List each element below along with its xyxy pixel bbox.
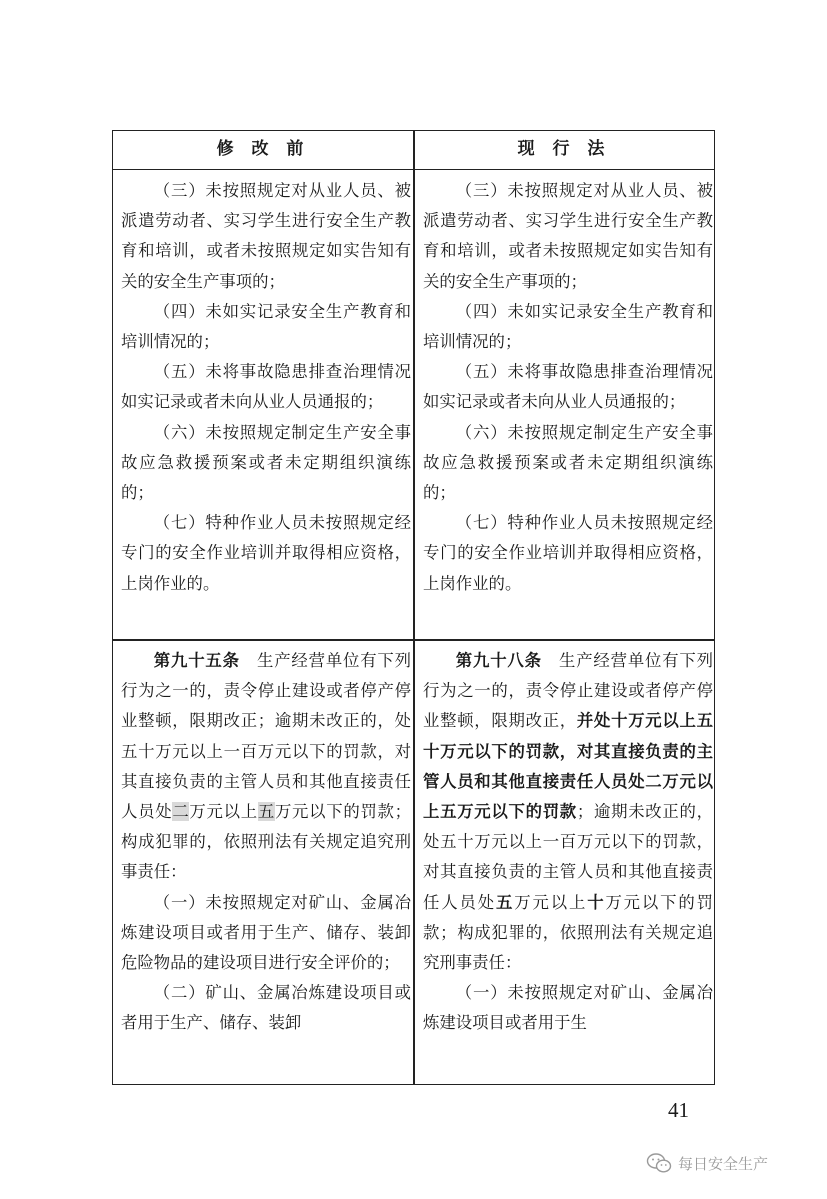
bold-amount: 十 <box>587 892 606 912</box>
page-number: 41 <box>668 1098 689 1122</box>
clause-6: （六）未按照规定制定生产安全事故应急救援预案或者未定期组织演练的； <box>121 422 411 503</box>
article-text: 生产经营单位有下列行为之一的，责令停止建设或者停产停业整顿，限期改正；逾期未改正的，处五十万元以上一百万元以下的罚款，对其直接负责的主管人员和其他直接责任人员处 <box>121 651 412 822</box>
highlighted-amount: 五 <box>257 802 275 822</box>
highlighted-amount: 二 <box>172 802 190 822</box>
column-divider <box>413 131 415 1084</box>
article-title: 第九十五条 <box>153 651 240 670</box>
row2-left-cell <box>121 646 411 1039</box>
bold-amount: 五 <box>495 892 515 912</box>
article-text: 万元以上 <box>189 802 258 822</box>
row2-right-cell <box>423 646 713 1039</box>
article-95-paragraph <box>121 646 411 888</box>
clause-1: （一）未按照规定对矿山、金属冶炼建设项目或者用于生 <box>423 983 713 1033</box>
clause-1: （一）未按照规定对矿山、金属冶炼建设项目或者用于生产、储存、装卸危险物品的建设项目进行安全评价的； <box>121 892 411 973</box>
row1-left-cell <box>121 176 411 599</box>
clause-3: （三）未按照规定对从业人员、被派遣劳动者、实习学生进行安全生产教育和培训，或者未按照规定如实告知有关的安全生产事项的； <box>121 181 411 291</box>
comparison-table <box>112 130 715 1085</box>
article-text: ；逾期未改正的，处五十万元以上一百万元以下的罚款，对其直接负责的主管人员和其他直接责任人员处 <box>423 802 714 912</box>
clause-5: （五）未将事故隐患排查治理情况如实记录或者未向从业人员通报的； <box>423 362 713 412</box>
row-divider <box>113 639 714 641</box>
wechat-icon <box>646 1152 672 1174</box>
clause-5: （五）未将事故隐患排查治理情况如实记录或者未向从业人员通报的； <box>121 362 411 412</box>
article-text: 万元以下的罚款；构成犯罪的，依照刑法有关规定追究刑事责任： <box>423 892 714 973</box>
clause-7: （七）特种作业人员未按照规定经专门的安全作业培训并取得相应资格，上岗作业的。 <box>121 513 411 593</box>
row1-right-cell <box>423 176 713 599</box>
clause-7: （七）特种作业人员未按照规定经专门的安全作业培训并取得相应资格，上岗作业的。 <box>423 513 713 593</box>
watermark <box>646 1152 768 1174</box>
clause-4: （四）未如实记录安全生产教育和培训情况的； <box>121 301 411 352</box>
article-text: 万元以下的罚款；构成犯罪的，依照刑法有关规定追究刑事责任： <box>121 802 412 882</box>
clause-4: （四）未如实记录安全生产教育和培训情况的； <box>423 301 713 352</box>
header-current-law: 现 行 法 <box>517 139 611 159</box>
article-98-paragraph <box>423 646 713 978</box>
article-title: 第九十八条 <box>455 651 542 670</box>
clause-2: （二）矿山、金属冶炼建设项目或者用于生产、储存、装卸 <box>121 983 411 1033</box>
bold-amendment: 并处十万元以上五十万元以下的罚款，对其直接负责的主管人员和其他直接责任人员处二万元以上五万元以下的罚款 <box>423 711 714 822</box>
article-text: 生产经营单位有下列行为之一的，责令停止建设或者停产停业整顿，限期改正， <box>423 651 714 731</box>
article-text: 万元以上 <box>514 892 588 912</box>
header-before-revision: 修 改 前 <box>216 139 310 159</box>
clause-3: （三）未按照规定对从业人员、被派遣劳动者、实习学生进行安全生产教育和培训，或者未按照规定如实告知有关的安全生产事项的； <box>423 181 713 291</box>
watermark-text: 每日安全生产 <box>678 1154 769 1173</box>
clause-6: （六）未按照规定制定生产安全事故应急救援预案或者未定期组织演练的； <box>423 422 713 503</box>
